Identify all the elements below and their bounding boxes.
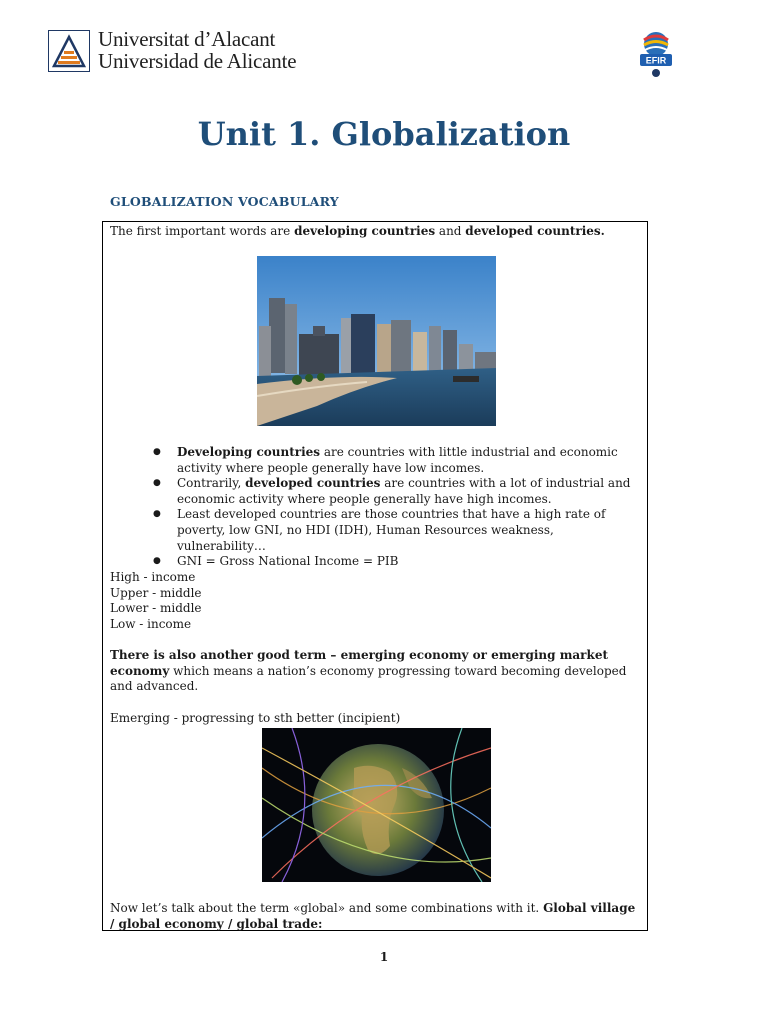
emerging-definition-text: which means a nation’s economy progressing toward becoming developed and advanced. (110, 663, 627, 694)
income-levels (110, 570, 637, 632)
intro-text-and: and (435, 224, 466, 238)
list-item (153, 554, 643, 570)
page-header (48, 28, 708, 88)
emerging-paragraph (110, 648, 637, 695)
intro-paragraph (110, 224, 637, 240)
income-level-upper-middle: Upper - middle (110, 585, 202, 600)
list-item (153, 507, 643, 554)
definition-least-developed: Least developed countries are those countries that have a high rate of poverty, low GNI, no HDI (IDH), Human Resources weakness, vulnerability… (177, 507, 606, 553)
income-level-low: Low - income (110, 616, 192, 631)
city-skyline-photo (257, 256, 496, 426)
contrarily-prefix: Contrarily, (177, 476, 246, 491)
global-paragraph (110, 901, 637, 932)
definitions-list (153, 445, 643, 570)
global-intro: Now let’s talk about the term «global» and some combinations with it. (110, 901, 544, 915)
emerging-definition: Emerging - progressing to sth better (incipient) (110, 711, 401, 725)
university-name-spanish: Universidad de Alicante (98, 49, 297, 73)
section-heading: GLOBALIZATION VOCABULARY (110, 194, 339, 209)
efir-logo-icon (634, 28, 678, 80)
intro-term-developed: developed countries. (465, 224, 605, 238)
definition-developing: are countries with little industrial and economic activity where people generally have low incomes. (177, 445, 618, 475)
vocabulary-box (102, 221, 648, 931)
efir-label: EFIR (645, 55, 667, 66)
intro-term-developing: developing countries (294, 224, 436, 238)
university-name-catalan: Universitat d’Alacant (98, 27, 276, 51)
page-number: 1 (379, 950, 389, 964)
page-title: Unit 1. Globalization (197, 115, 571, 153)
list-item (153, 445, 643, 476)
university-name (98, 28, 296, 72)
university-logo-icon (48, 30, 90, 72)
income-level-high: High - income (110, 570, 196, 584)
list-item (153, 476, 643, 507)
term-developed: developed countries (245, 476, 381, 491)
emerging-intro: There is also another good term – (110, 648, 341, 662)
intro-text: The first important words are (110, 224, 295, 238)
income-level-lower-middle: Lower - middle (110, 601, 202, 616)
definition-gni: GNI = Gross National Income = PIB (177, 554, 399, 569)
term-emerging-economy: emerging economy or emerging market economy (110, 648, 608, 678)
globe-network-photo (262, 728, 491, 882)
term-global-combinations: Global village / global economy / global trade: (110, 901, 636, 931)
definition-developed: are countries with a lot of industrial and economic activity where people generally have high incomes. (177, 476, 631, 506)
term-developing: Developing countries (177, 445, 321, 459)
